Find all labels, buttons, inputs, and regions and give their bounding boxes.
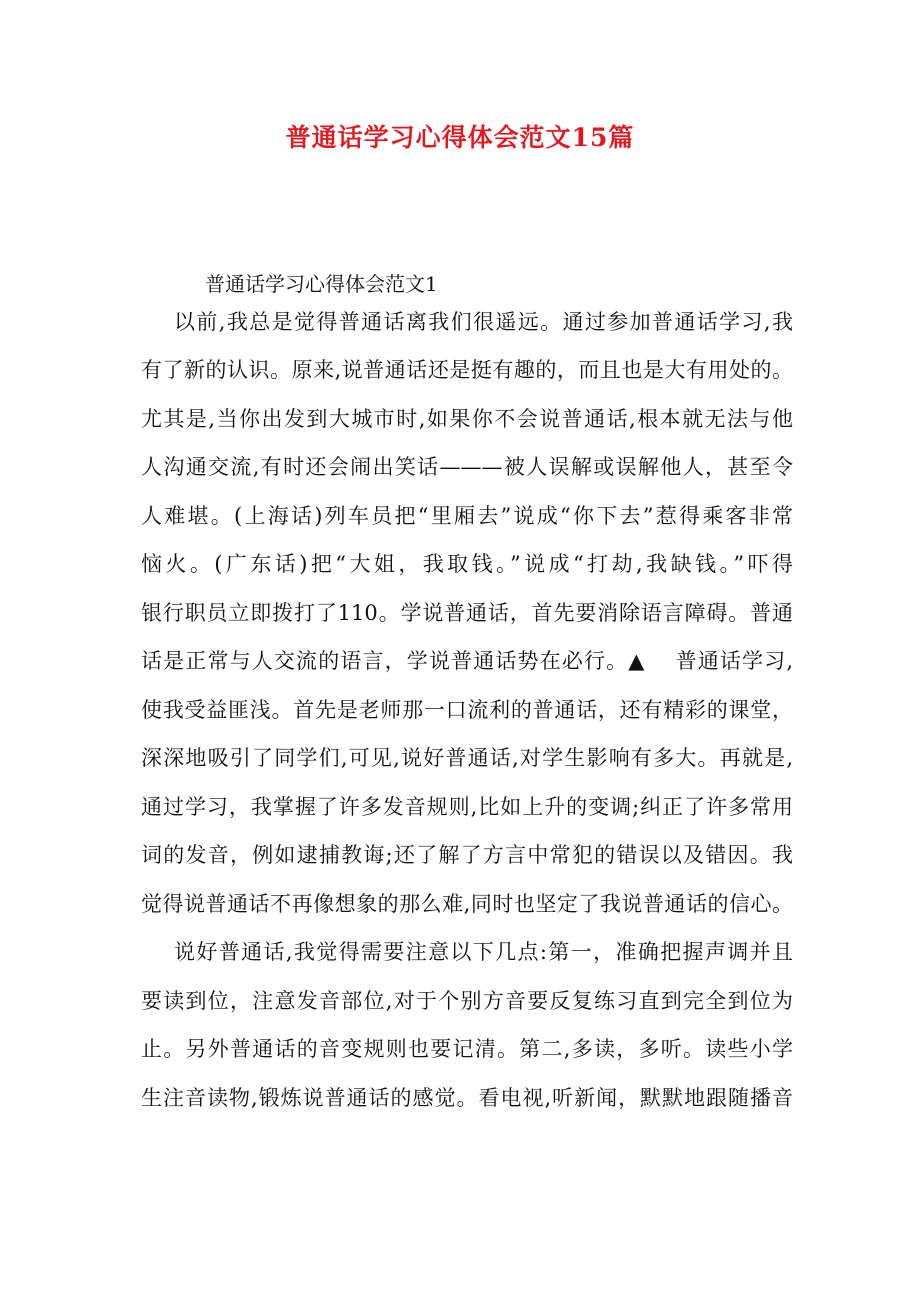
- paragraph-1-line: 人难堪。(上海话)列车员把“里厢去”说成“你下去”惹得乘客非常: [141, 504, 793, 528]
- paragraph-1-line: 银行职员立即拨打了110。学说普通话，首先要消除语言障碍。普通: [141, 601, 793, 625]
- paragraph-1-line: 尤其是,当你出发到大城市时,如果你不会说普通话,根本就无法与他: [141, 407, 793, 431]
- section-heading: 普通话学习心得体会范文1: [205, 272, 438, 296]
- paragraph-1-line: 话是正常与人交流的语言，学说普通话势在必行。▲ 普通话学习,: [141, 649, 793, 673]
- paragraph-1-line: 深深地吸引了同学们,可见,说好普通话,对学生影响有多大。再就是,: [141, 746, 793, 770]
- paragraph-1-line: 有了新的认识。原来,说普通话还是挺有趣的，而且也是大有用处的。: [141, 358, 793, 382]
- paragraph-1-line: 通过学习，我掌握了许多发音规则,比如上升的变调;纠正了许多常用: [141, 795, 793, 819]
- paragraph-1-line: 使我受益匪浅。首先是老师那一口流利的普通话，还有精彩的课堂，: [141, 698, 793, 722]
- paragraph-1-line: 人沟通交流,有时还会闹出笑话———被人误解或误解他人，甚至令: [141, 455, 793, 479]
- paragraph-2-line: 止。另外普通话的音变规则也要记清。第二,多读，多听。读些小学: [141, 1037, 793, 1061]
- paragraph-1-line: 以前,我总是觉得普通话离我们很遥远。通过参加普通话学习,我: [174, 310, 793, 334]
- paragraph-2-line: 说好普通话,我觉得需要注意以下几点:第一，准确把握声调并且: [174, 940, 793, 964]
- paragraph-1-line: 词的发音，例如逮捕教诲;还了解了方言中常犯的错误以及错因。我: [141, 843, 793, 867]
- paragraph-2-line: 生注音读物,锻炼说普通话的感觉。看电视,听新闻，默默地跟随播音: [141, 1086, 793, 1110]
- paragraph-2-line: 要读到位，注意发音部位,对于个别方音要反复练习直到完全到位为: [141, 989, 793, 1013]
- document-title: 普通话学习心得体会范文15篇: [285, 123, 635, 152]
- paragraph-1-line: 觉得说普通话不再像想象的那么难,同时也坚定了我说普通话的信心。: [141, 892, 793, 916]
- paragraph-1-line: 恼火。(广东话)把“大姐，我取钱。”说成“打劫,我缺钱。”吓得: [141, 552, 793, 576]
